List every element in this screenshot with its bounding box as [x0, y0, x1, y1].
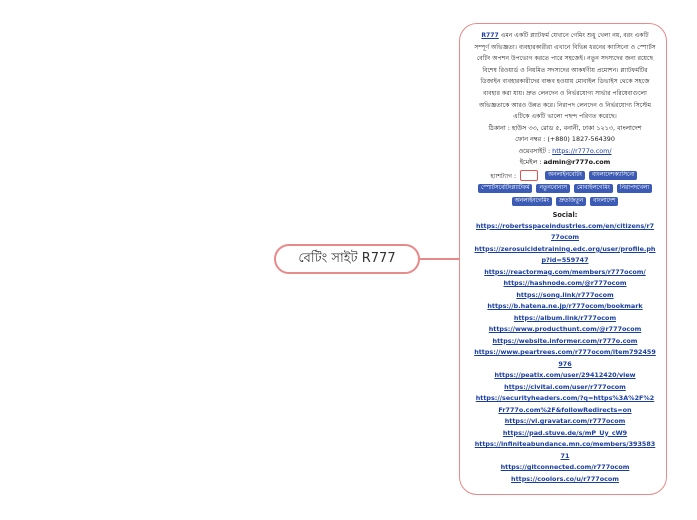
central-topic-title: বেটিং সাইট R777 — [298, 250, 396, 266]
social-link-item — [474, 428, 656, 440]
hashtag-chip[interactable]: অনলাইনগেমিং — [512, 197, 552, 206]
description — [474, 30, 656, 123]
social-link[interactable]: https://reactormag.com/members/r777ocom/ — [484, 267, 646, 276]
email-label: ইমেইল : — [519, 158, 544, 167]
social-link-item — [474, 336, 656, 348]
hashtag-chip[interactable]: মোবাইলগেমিং — [574, 184, 613, 193]
social-link[interactable]: https://civitai.com/user/r777ocom — [504, 382, 626, 391]
social-link-item — [474, 382, 656, 394]
email-line — [474, 157, 656, 169]
social-link[interactable]: https://securityheaders.com/?q=https%3A%2F%2Fr777o.com%2F&followRedirects=on — [475, 394, 655, 414]
hashtag-chip[interactable]: নিরাপদখেলা — [617, 184, 652, 193]
hashtag-chip[interactable]: অনলাইনবেটিং — [545, 171, 585, 180]
social-link[interactable]: https://b.hatena.ne.jp/r777ocom/bookmark — [487, 302, 643, 311]
social-link-item — [474, 370, 656, 382]
website-link[interactable]: https://r777o.com/ — [552, 146, 612, 155]
social-link[interactable]: https://album.link/r777ocom — [513, 313, 617, 322]
social-link[interactable]: https://vi.gravatar.com/r777ocom — [504, 417, 626, 426]
website-label: ওয়েবসাইট : — [518, 146, 553, 155]
social-link-item — [474, 301, 656, 313]
hashtag-chip[interactable]: নতুনবোনাস — [536, 184, 569, 193]
address-line: ঠিকানা : হাউস ৩৩, রোড ৫, বনানী, ঢাকা ১২১৩, বাংলাদেশ — [488, 123, 642, 132]
subtopic-node[interactable] — [459, 23, 667, 495]
central-topic-node[interactable] — [274, 244, 420, 274]
social-link[interactable]: https://www.producthunt.com/@r777ocom — [488, 325, 642, 334]
empty-tag — [520, 170, 538, 181]
social-link-item — [474, 439, 656, 462]
social-link[interactable]: https://peatix.com/user/29412420/view — [494, 371, 636, 380]
social-link[interactable]: https://website.informer.com/r777o.com — [492, 336, 638, 345]
social-link[interactable]: https://www.peartrees.com/r777ocom/item792459976 — [474, 348, 656, 368]
hashtag-list — [474, 170, 656, 209]
social-link-list — [474, 221, 656, 486]
social-link-item — [474, 324, 656, 336]
social-link[interactable]: https://zerosuicidetraining.edc.org/user/profile.php?id=559747 — [474, 244, 656, 265]
social-link-item — [474, 244, 656, 267]
social-label: Social: — [552, 210, 578, 219]
intro-link[interactable]: R777 — [481, 32, 499, 39]
social-link-item — [474, 267, 656, 279]
hashtag-chip[interactable]: বাংলাদেশ — [590, 197, 618, 206]
phone-line: ফোন নম্বর : (+880) 1827-564390 — [515, 135, 615, 144]
hashtag-chip[interactable]: স্পোর্টসবেটিংপ্ল্যাটফর্ম — [478, 184, 532, 193]
social-link-item — [474, 474, 656, 486]
social-link-item — [474, 416, 656, 428]
hashtag-chip[interactable]: দ্রুতজিতুন — [556, 197, 586, 206]
intro-text: এমন একটি প্ল্যাটফর্ম যেখানে গেমিং শুধু খেলা নয়, বরং একটি সম্পূর্ণ অভিজ্ঞতা। ব্যবহারকারীরা এখানে বিভিন্ন ধরনের ক্যাসিনো ও স্পোর্টস বেটিং অপশন উপভোগ করতে পারে সহজেই। নতুন সদস্যদের জন্য রয়েছে বিশেষ রিওয়ার্ড ও নিয়মিত সদস্যদের আকর্ষণীয় প্রমোশন। প্ল্যাটফর্মটির ডিজাইন ব্যবহারকারীদের বান্ধব হওয়ায় মোবাইল ডিভাইস থেকে সহজে ব্যবহার করা যায়। দ্রুত লেনদেন ও নির্ভরযোগ্য সার্ভার পরিষেবাগুলো অভিজ্ঞতাকে আরও উন্নত করে। নিরাপদ লেনদেন ও নির্ভরযোগ্য সিস্টেম এটিকে একটি ভালো পছন্দ পরিণত করেছে। — [474, 32, 656, 121]
social-link[interactable]: https://infiniteabundance.mn.co/members/39358371 — [474, 440, 656, 460]
social-link[interactable]: https://hashnode.com/@r777ocom — [503, 279, 627, 288]
hashtag-chip[interactable]: বাংলাদেশক্যাসিনো — [589, 171, 638, 180]
social-link[interactable]: https://pad.stuve.de/s/mP_Uy_cW9 — [502, 428, 628, 437]
social-link-item — [474, 347, 656, 370]
email-value: admin@r777o.com — [543, 158, 611, 167]
social-link-item — [474, 221, 656, 244]
social-link[interactable]: https://gitconnected.com/r777ocom — [500, 463, 630, 472]
social-link-item — [474, 462, 656, 474]
social-link[interactable]: https://song.link/r777ocom — [516, 290, 614, 299]
social-link-item — [474, 313, 656, 325]
social-link-item — [474, 393, 656, 416]
social-link[interactable]: https://coolors.co/u/r777ocom — [511, 474, 619, 483]
social-link-item — [474, 290, 656, 302]
social-link[interactable]: https://robertsspaceindustries.com/en/citizens/r777ocom — [475, 221, 655, 242]
social-link-item — [474, 278, 656, 290]
website-line — [474, 146, 656, 158]
hashtag-label: হ্যাশট্যাগ : — [490, 172, 517, 180]
